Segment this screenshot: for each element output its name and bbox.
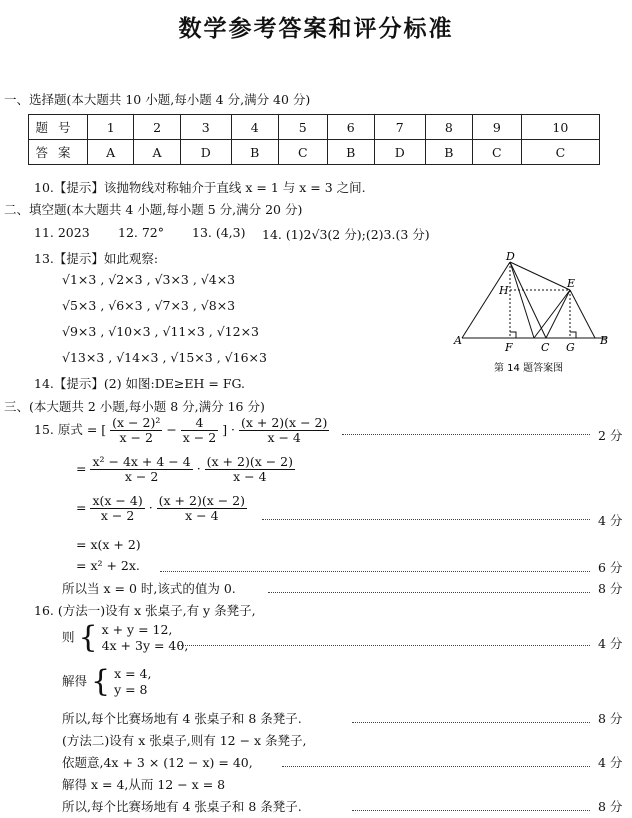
answer-11: 11. 2023 bbox=[34, 225, 90, 240]
table-cell: C bbox=[521, 140, 599, 165]
table-cell: B bbox=[231, 140, 278, 165]
table-cell: 8 bbox=[425, 115, 472, 140]
page-title: 数学参考答案和评分标准 bbox=[178, 16, 454, 42]
q16-conclusion-1: 所以,每个比赛场地有 4 张桌子和 8 条凳子. bbox=[62, 711, 302, 726]
table-row-answers bbox=[29, 140, 600, 165]
table-cell: 9 bbox=[472, 115, 521, 140]
label-A: A bbox=[454, 334, 462, 347]
table-cell: 5 bbox=[278, 115, 327, 140]
geometry-figure bbox=[450, 250, 620, 378]
label-H: H bbox=[499, 284, 509, 297]
q16-conclusion-2: 所以,每个比赛场地有 4 张桌子和 8 条凳子. bbox=[62, 799, 302, 814]
section-3-heading: 三、(本大题共 2 小题,每小题 8 分,满分 16 分) bbox=[4, 399, 265, 414]
label-C: C bbox=[541, 341, 550, 354]
table-cell: D bbox=[374, 140, 425, 165]
score: 8 分 bbox=[598, 799, 623, 814]
score: 2 分 bbox=[598, 428, 623, 443]
score: 8 分 bbox=[598, 581, 623, 596]
brace: { bbox=[78, 620, 98, 655]
dotted-leader bbox=[352, 722, 590, 723]
q16-solution-system: 解得 { x = 4, y = 8 bbox=[62, 664, 152, 699]
dotted-leader bbox=[178, 645, 590, 646]
dotted-leader bbox=[342, 434, 590, 435]
q15-line-5: = x² + 2x. bbox=[76, 558, 140, 573]
brace: { bbox=[91, 664, 111, 699]
score: 4 分 bbox=[598, 636, 623, 651]
q15-line-6: 所以当 x = 0 时,该式的值为 0. bbox=[62, 581, 236, 596]
figure-caption: 第 14 题答案图 bbox=[494, 363, 564, 374]
hint-13-row: √5×3 , √6×3 , √7×3 , √8×3 bbox=[62, 298, 236, 313]
answer-14: 14. (1)2√3(2 分);(2)3.(3 分) bbox=[262, 227, 430, 242]
q15-line-3: = $\frac{x(x - 4)}{x - 2}$ · $\frac{(x + 2)(x - 2)}{x - 4}$ bbox=[76, 493, 246, 523]
label-D: D bbox=[506, 250, 515, 263]
q15-label: 15. 原式 = [ bbox=[34, 422, 107, 437]
table-cell: 2 bbox=[134, 115, 180, 140]
label-E: E bbox=[567, 277, 576, 290]
dotted-leader bbox=[268, 592, 590, 593]
score: 6 分 bbox=[598, 560, 623, 575]
table-cell: 7 bbox=[374, 115, 425, 140]
dotted-leader bbox=[262, 519, 590, 520]
fraction: $\frac{(x + 2)(x - 2)}{x - 4}$ bbox=[158, 493, 246, 523]
table-cell: B bbox=[327, 140, 374, 165]
table-cell: B bbox=[425, 140, 472, 165]
section-1-heading: 一、选择题(本大题共 10 小题,每小题 4 分,满分 40 分) bbox=[4, 92, 311, 107]
table-cell: A bbox=[88, 140, 134, 165]
hint-13-row: √13×3 , √14×3 , √15×3 , √16×3 bbox=[62, 350, 267, 365]
answer-table bbox=[28, 114, 600, 165]
label-B: B bbox=[600, 334, 609, 347]
table-row-numbers bbox=[29, 115, 600, 140]
hint-13-row: √1×3 , √2×3 , √3×3 , √4×3 bbox=[62, 272, 236, 287]
dotted-leader bbox=[282, 766, 590, 767]
table-cell: C bbox=[278, 140, 327, 165]
fraction: $\frac{\text{x² − 4x + 4 − 4}}{x - 2}$ bbox=[92, 454, 191, 484]
hint-13-row: √9×3 , √10×3 , √11×3 , √12×3 bbox=[62, 324, 259, 339]
dotted-leader bbox=[352, 810, 590, 811]
table-cell: 3 bbox=[180, 115, 231, 140]
answer-12: 12. 72° bbox=[118, 225, 165, 240]
label-G: G bbox=[566, 341, 575, 354]
table-cell: 4 bbox=[231, 115, 278, 140]
row-label-question-number: 题号 bbox=[29, 115, 88, 140]
fraction: $\frac{4}{x - 2}$ bbox=[182, 415, 217, 445]
hint-14: 14.【提示】(2) 如图:DE≥EH = FG. bbox=[34, 376, 246, 391]
score: 8 分 bbox=[598, 711, 623, 726]
table-cell: D bbox=[180, 140, 231, 165]
fraction: $\frac{(x + 2)(x - 2)}{x - 4}$ bbox=[241, 415, 328, 445]
fraction: $\frac{\text{(x − 2)²}}{x - 2}$ bbox=[112, 415, 161, 445]
q15-line-4: = x(x + 2) bbox=[76, 537, 141, 552]
table-cell: A bbox=[134, 140, 180, 165]
q16-method-2: (方法二)设有 x 张桌子,则有 12 − x 条凳子, bbox=[62, 733, 307, 748]
q16-method-2-solution: 解得 x = 4,从而 12 − x = 8 bbox=[62, 777, 226, 792]
q16-system-1: 则 { x + y = 12, 4x + 3y = 40, bbox=[62, 620, 189, 655]
q16-intro: 16. (方法一)设有 x 张桌子,有 y 条凳子, bbox=[34, 603, 256, 618]
answer-13: 13. (4,3) bbox=[192, 225, 246, 240]
score: 4 分 bbox=[598, 755, 623, 770]
row-label-answer: 答案 bbox=[29, 140, 88, 165]
table-cell: 10 bbox=[521, 115, 599, 140]
dotted-leader bbox=[160, 571, 590, 572]
fraction: $\frac{(x + 2)(x - 2)}{x - 4}$ bbox=[206, 454, 294, 484]
table-cell: C bbox=[472, 140, 521, 165]
section-2-heading: 二、填空题(本大题共 4 小题,每小题 5 分,满分 20 分) bbox=[4, 202, 303, 217]
q15-line-1: 15. 原式 = [ $\frac{\text{(x − 2)²}}{x - 2}$ − $\frac{4}{x - 2}$ ] · $\frac{(x + 2)(x - 2)}{x - 4}$ bbox=[34, 415, 328, 445]
label-F: F bbox=[505, 341, 513, 354]
hint-10: 10.【提示】该抛物线对称轴介于直线 x = 1 与 x = 3 之间. bbox=[34, 180, 366, 195]
table-cell: 6 bbox=[327, 115, 374, 140]
q15-line-2: = $\frac{\text{x² − 4x + 4 − 4}}{x - 2}$ · $\frac{(x + 2)(x - 2)}{x - 4}$ bbox=[76, 454, 294, 484]
fraction: $\frac{x(x - 4)}{x - 2}$ bbox=[92, 493, 143, 523]
table-cell: 1 bbox=[88, 115, 134, 140]
q16-method-2-equation: 依题意,4x + 3 × (12 − x) = 40, bbox=[62, 755, 253, 770]
hint-13-label: 13.【提示】如此观察: bbox=[34, 251, 159, 266]
score: 4 分 bbox=[598, 513, 623, 528]
